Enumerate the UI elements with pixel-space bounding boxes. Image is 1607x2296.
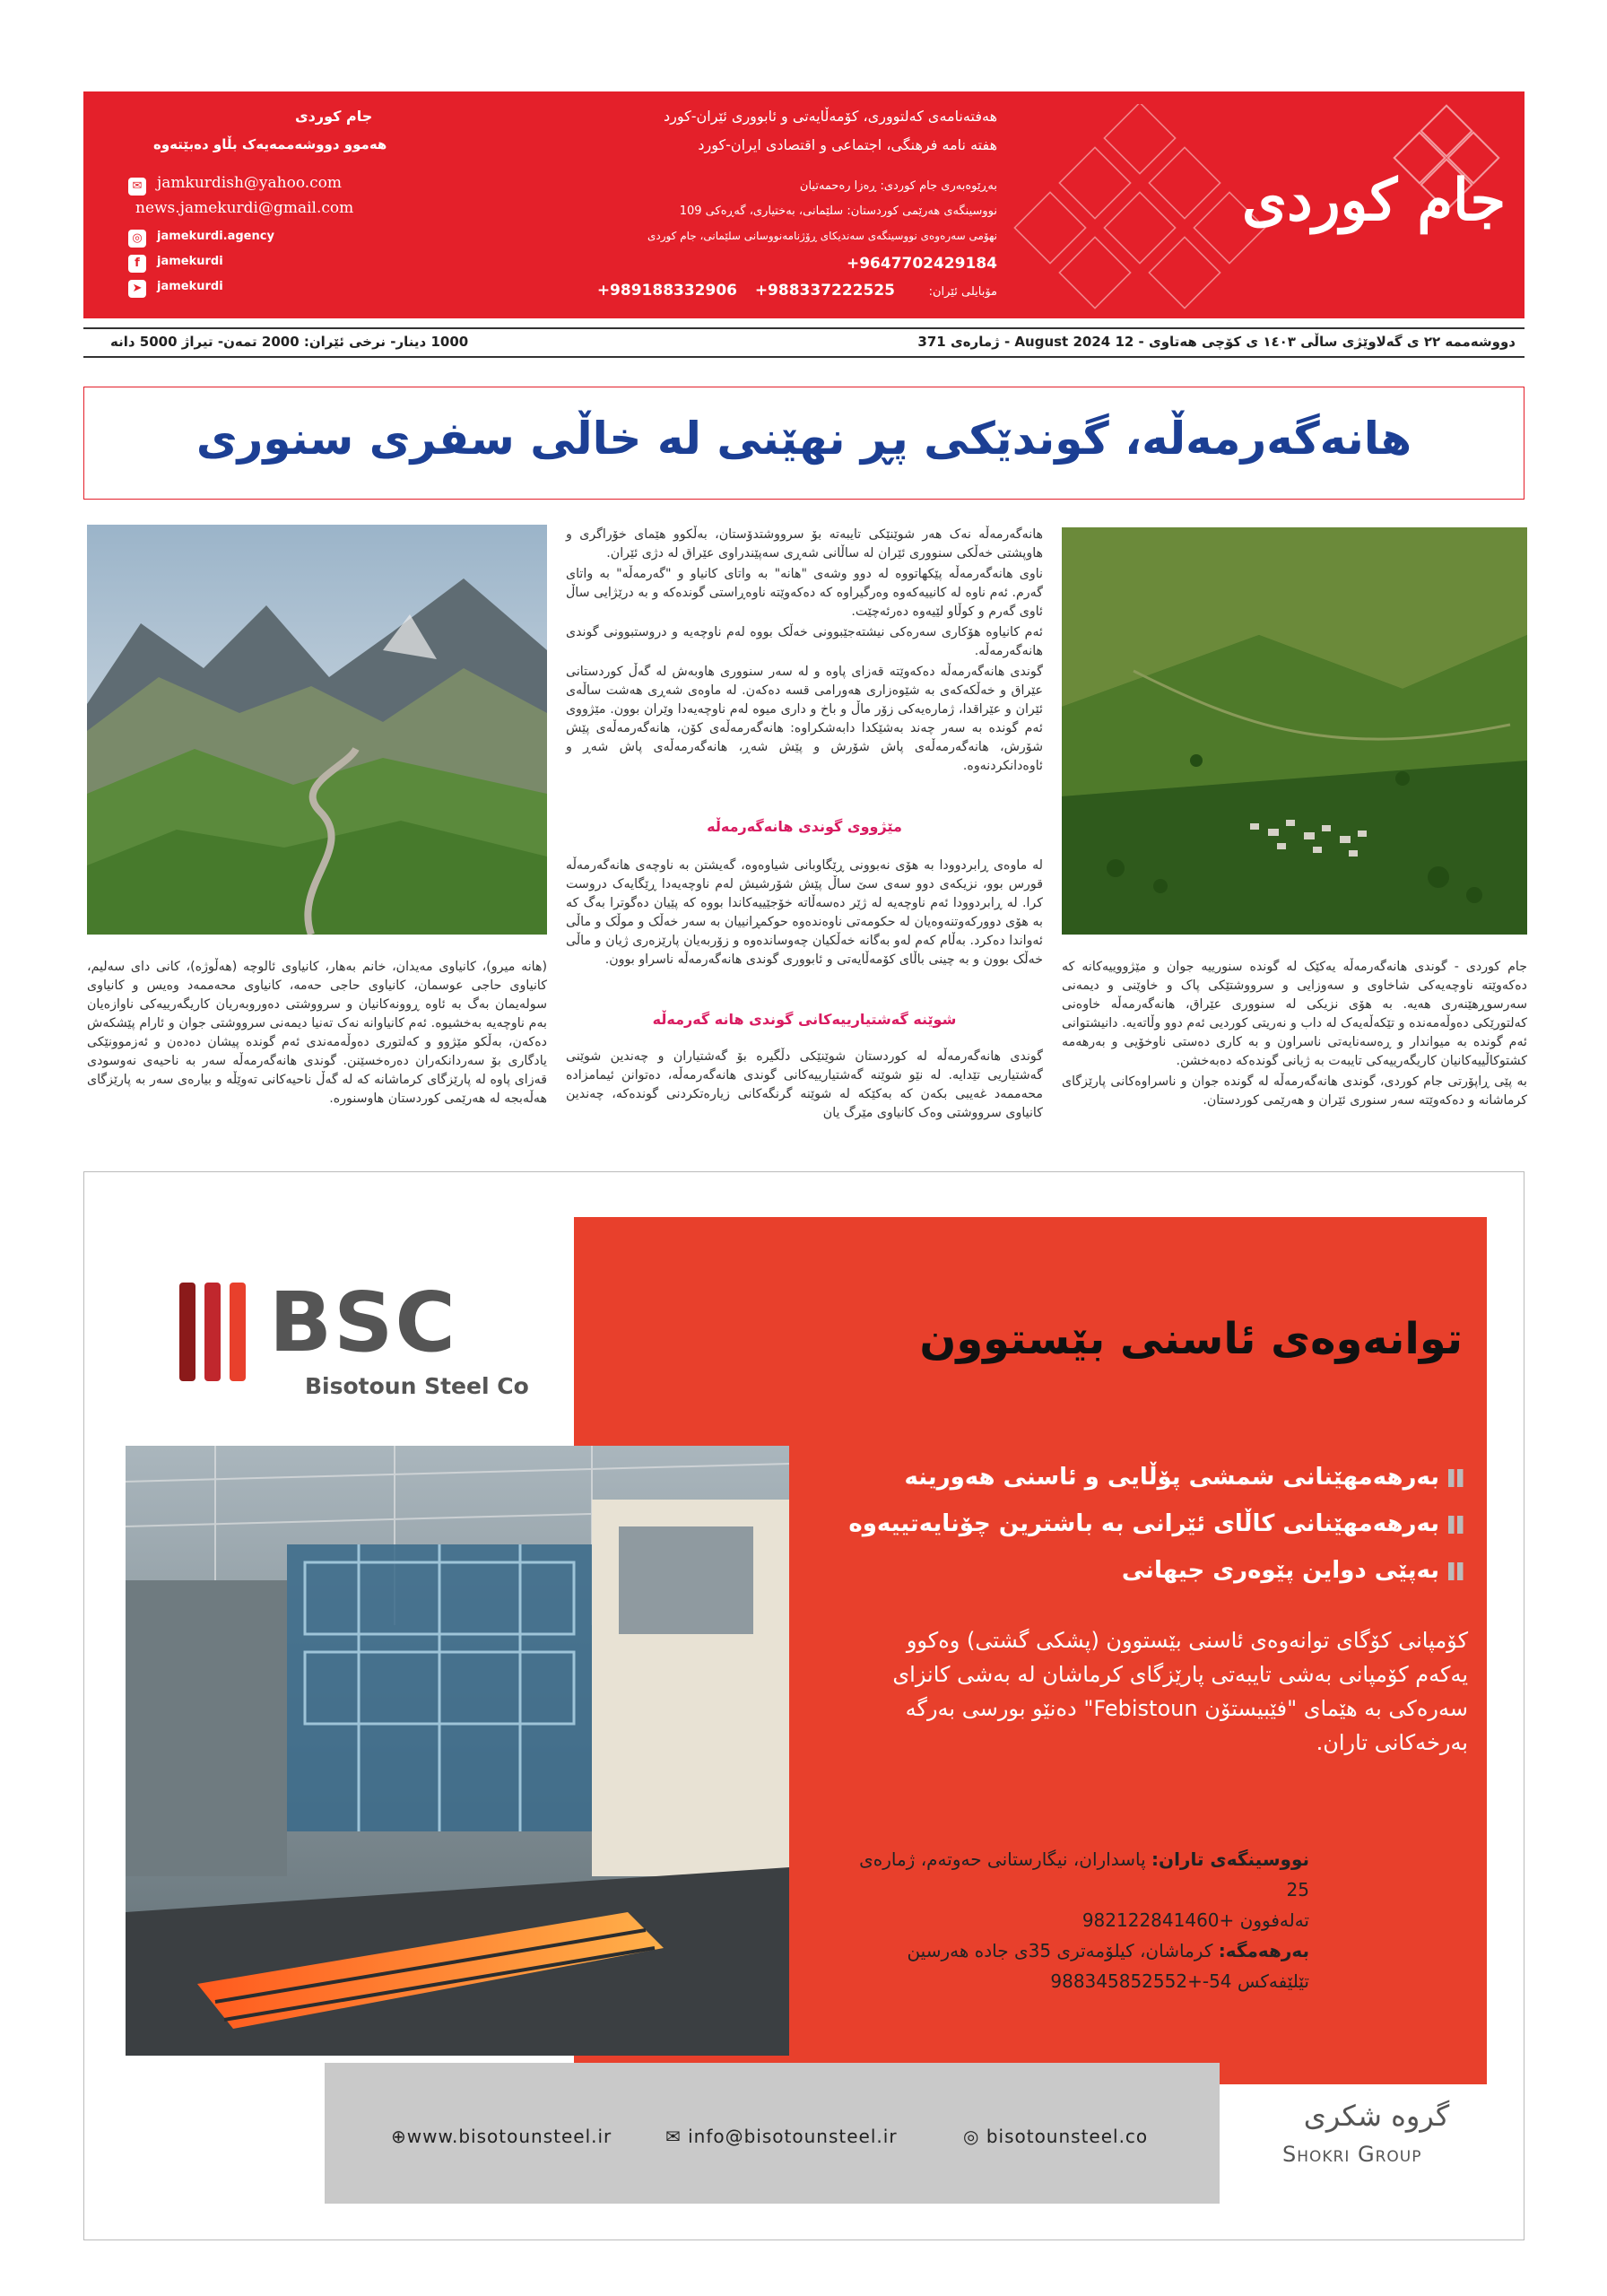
masthead	[83, 91, 1524, 318]
bsc-brand-short: BSC	[269, 1274, 457, 1370]
photo-valley-road	[87, 525, 547, 935]
instagram-link[interactable]	[963, 2126, 1148, 2147]
ad-bullet	[1122, 1557, 1468, 1584]
bsc-brand-full: Bisotoun Steel Co	[305, 1373, 529, 1399]
instagram-icon: ◎	[128, 230, 146, 248]
paragraph: ناوی هانەگەرمەڵە پێکهاتووە لە دوو وشەی "هانە" بە واتای کانیاو و "گەرمەڵە" بە واتای گەرم. ئەم ناوە لە کانییەکەوە وەرگیراوە کە دەکەوێتە ناوەڕاستی گوندەکە و بە درێژایی ساڵ ئاوی گەرم و کوڵاو لێیەوە دەرئەچێت.	[566, 567, 1043, 619]
ad-bullet-text: بەرهەمهێنانی کاڵای ئێرانی بە باشترین چۆنایەتییەوە	[848, 1510, 1439, 1537]
paragraph: هانەگەرمەڵە نەک هەر شوێنێکی تایبەتە بۆ سرووشتدۆستان، بەڵکوو هێمای خۆراگری و هاوپشتی خەڵکی سنووری ئێران لە ساڵانی شەڕی سەپێندراوی عێراق لە دژی ئێران.	[566, 527, 1043, 561]
email-text: info@bisotounsteel.ir	[688, 2126, 898, 2147]
factory-label: بەرهەمگە:	[1218, 1940, 1309, 1961]
bsc-logo-mark	[179, 1283, 260, 1381]
web-text: www.bisotounsteel.ir	[406, 2126, 612, 2147]
logo-text: جام کوردی	[1242, 167, 1506, 234]
instagram-handle[interactable]: jamekurdi.agency	[157, 230, 274, 243]
headline: هانەگەرمەڵە، گوندێکی پڕ نهێنی لە خاڵی سفری سنوری	[195, 413, 1412, 465]
ad-bullet	[848, 1510, 1468, 1537]
headline-box	[83, 387, 1524, 500]
ad-bullet-text: بەپێی دواین پێوەری جیهانی	[1121, 1557, 1439, 1584]
mobile-label: مۆبایلی ئێران:	[928, 285, 997, 299]
issue-price: 1000 دینار- نرخی ئێران: 2000 تمەن- تیراژ 5000 دانە	[110, 334, 469, 350]
publication-line-fa: هفته نامه فرهنگی، اجتماعی و اقتصادی ایران-کورد	[698, 136, 997, 153]
office-row	[843, 1844, 1309, 1905]
bullet-bars-icon	[1448, 1562, 1468, 1580]
ad-bullet	[904, 1464, 1468, 1491]
email-2[interactable]: news.jamekurdi@gmail.com	[135, 199, 354, 217]
paragraph: جام کوردی - گوندی هانەگەرمەڵە یەکێک لە گوندە سنورییە جوان و مێژووییەکانە کە دەکەوێتە ناوچەیەکی شاخاوی و سەوزایی و سرووشتێکی پاک و خاوێنی و دیمەنی سەرسوڕهێنەری هەیە. بە هۆی نزیکی لە سنووری عێراق، هانەگەرمەڵە خاوەنی کەلتورێکی دەوڵەمەندە و تێکەڵەیەک لە داب و نەریتی کوردیی ئەم دوو وڵاتەیە. دانیشتوانی ئەم گوندە بە میواندار و ڕەسەنایەتی ناسراون و بە کاری دەستی ناوخۆیی و بەرهەمە کشتوکاڵییەکانیان کاریگەرییەکی تایبەت بە ژیانی گوندەکە دەبەخشن.	[1062, 960, 1527, 1068]
paragraph: (هانە میرو)، کانیاوی مەیدان، خانم بەهار، کانیاوی ئالوچە (هەڵوژە)، کانی دای سەلیم، کانیاوی حاجی عوسمان، کانیاوی حاجی حەمە، کانیاوی محەممەد وەیس و کانیاوی سولەیمان بەگ بە ئاوە ڕوونەکانیان و سرووشتی دەوروبەریان کاریگەرییەکی ناوازەیان بەم ناوچەیە بەخشیوە. ئەم کانیاوانە نەک تەنیا دیمەنی سرووشتی جوان و ئارام پێشکەش دەکەن، بەڵکو مێژوو و کەلتوری دەوڵەمەندی ئەم گوندە پیشان دەدەن و ئەزموونێکی یادگاری بۆ سەردانکەران دەرەخسێنن. گوندی هانەگەرمەڵە سەر بە ناحیەی نەوسودی قەزای پاوە لە پارێزگای کرماشانە کە لە گەڵ ناحیەکانی تەوێڵە و بیارەی سەر بە پارێزگای هەڵەبجە لە هەرێمی کوردستان هاوسنورە.	[87, 960, 547, 1106]
phone-iraq: +9647702429184	[846, 255, 997, 273]
paper-tagline: هەموو دووشەممەیەک بڵاو دەبێتەوە	[153, 136, 387, 152]
decorative-pattern	[998, 104, 1303, 310]
group-name-fa: گروه شکری	[1303, 2099, 1450, 2133]
instagram-text: bisotounsteel.co	[986, 2126, 1149, 2147]
email-link[interactable]	[665, 2126, 898, 2147]
telegram-icon: ➤	[128, 280, 146, 298]
phone-iran-1: +989188332906	[596, 282, 737, 300]
ad-contact-block	[843, 1844, 1309, 1996]
article-column-right	[1062, 958, 1527, 1112]
article-column-left	[87, 958, 547, 1110]
group-name-en: Shokri Group	[1282, 2142, 1422, 2167]
office-line: نووسینگەی هەرێمی کوردستان: سلێمانی، بەختیاری، گەڕەکی 109	[679, 204, 997, 218]
paragraph: لە ماوەی ڕابردوودا بە هۆی نەبوونی ڕێگاوبانی شیاوەوە، گەیشتن بە ناوچەی هانەگەرمەڵە قورس بوو، نزیکەی دوو سەی سێ ساڵ پێش شۆرشیش لەم ناوچەیەدا ڕێگایەک دروست کرا. لە ڕابردوودا ئەم ناوچەیە لە ژێر دەسەڵاتە خۆجێییەکاندا بووە کە پێیان دەگوترا بەگ کە بە هۆی دوورکەوتنەوەیان لە حکومەتی ناوەندەوە حوکمڕانییان بە سەر خەڵک و موڵک و ماڵی ئەواندا دەکرد. بەڵام کەم لەو بەگانە خەڵکیان چەوساندەوە و زۆربەیان پارێزەری ژیان و ماڵی خەڵک بوون و بە چینی باڵای کۆمەڵایەتی و ئابووری گوندی هانەگەرمەڵە ناسراو بوون.	[566, 858, 1043, 967]
subhead-places: شوێنە گەشتیارییەکانی گوندی هانە گەرمەڵە	[652, 1011, 957, 1028]
telegram-handle[interactable]: jamekurdi	[157, 280, 223, 293]
mail-icon: ✉	[128, 178, 146, 196]
issue-bar	[83, 327, 1524, 358]
phone-iran-2: +988337222525	[754, 282, 895, 300]
ad-title: توانەوەی ئاسنی بێستوون	[919, 1314, 1463, 1364]
facebook-icon: f	[128, 255, 146, 273]
paragraph: بە پێی ڕاپۆرتی جام کوردی، گوندی هانەگەرمەڵە لە گوندە جوان و ناسراوەکانی پارێزگای کرماشانە و دەکەوێتە سەر سنوری ئێران و هەرێمی کوردستان.	[1062, 1074, 1527, 1108]
photo-steel-factory	[126, 1446, 789, 2056]
bsc-logo	[179, 1274, 529, 1413]
ad-bullet-text: بەرهەمهێنانی شمشی پۆڵایی و ئاسنی هەورینە	[904, 1464, 1439, 1491]
instagram-icon: ◎	[963, 2126, 986, 2147]
article-places-text	[566, 1048, 1043, 1125]
photo-village	[1062, 527, 1527, 935]
address-line: نهۆمی سەرەوەی نووسینگەی سەندیکای ڕۆژنامەنووسانی سلێمانی، جام کوردی	[647, 230, 997, 242]
paragraph: گوندی هانەگەرمەڵە دەکەوێتە قەزای پاوە و لە سەر سنووری هاوبەش لە گەڵ کوردستانی عێراق و خەڵکەکەی بە شێوەزاری هەورامی قسە دەکەن. لە ماوەی شەڕی هەشت ساڵەی ئێران و عێراقدا، ژمارەیەکی زۆر ماڵ و باخ و داری میوە لەم ناوچەیەدا وێران بوون. مێژووی ئەم گوندە بە سەر چەند بەشێکدا دابەشکراوە: هانەگەرمەڵەی کۆن، هانەگەرمەڵەی پێش شۆرش، هانەگەرمەڵەی پاش شۆرش و پێش شەڕ، هانەگەرمەڵەی پاش شەڕ و ئاوەدانکردنەوە.	[566, 665, 1043, 773]
bullet-bars-icon	[1448, 1469, 1468, 1487]
issue-date: دووشەممە ٢٢ ی گەلاوێژی ساڵی ١٤٠٣ ی کۆچی هەتاوی - 12 August 2024 - ژمارەی 371	[917, 334, 1516, 350]
paragraph: ئەم کانیاوە هۆکاری سەرەکی نیشتەجێبوونی خەڵک بووە لەم ناوچەیە و دروستبوونی گوندی هانەگەرمەڵە.	[566, 625, 1043, 658]
office-label: نووسینگەی تاران:	[1151, 1848, 1309, 1870]
facebook-handle[interactable]: jamekurdi	[157, 255, 223, 268]
office-phone: تەلەفوون +982122841460	[1081, 1909, 1309, 1931]
paper-name: جام کوردی	[295, 108, 373, 125]
factory-fax: تێلێفەکس 54-+988345852552	[1050, 1970, 1309, 1992]
ad-description: کۆمپانی کۆگای توانەوەی ئاسنی بێستوون (پشکی گشتی) وەکوو یەکەم کۆمپانی بەشی تایبەتی پارێزگای کرماشان لە بەشی کانزای سەرەکی بە هێمای "فێبیستۆن Febistoun" دەنێو بورسی بەرگە بەرخەکانی تاران.	[892, 1628, 1468, 1755]
email-1[interactable]: jamkurdish@yahoo.com	[157, 174, 343, 192]
bullet-bars-icon	[1448, 1516, 1468, 1534]
shokri-group-logo	[1273, 2099, 1480, 2179]
globe-icon: ⊕	[391, 2126, 407, 2147]
subhead-history: مێژووی گوندی هانەگەرمەڵە	[707, 818, 902, 835]
editor-line: بەڕێوەبەری جام کوردی: ڕەزا رەحمەتیان	[799, 179, 997, 193]
publication-line-ku: هەفتەنامەی کەلتووری، کۆمەڵایەتی و ئابووری ئێران-کورد	[664, 108, 997, 125]
article-column-middle	[566, 526, 1043, 778]
article-history-text	[566, 857, 1043, 971]
logo	[1242, 97, 1518, 312]
factory-row	[843, 1935, 1309, 1966]
factory-address: کرماشان، کیلۆمەتری 35ی جادە هەرسین	[907, 1940, 1213, 1961]
office-address: پاسداران، نیگارستانی حەوتەم، ژمارەی 25	[859, 1848, 1309, 1900]
web-link[interactable]	[391, 2126, 612, 2147]
envelope-icon: ✉	[665, 2126, 689, 2147]
paragraph: گوندی هانەگەرمەڵە لە کوردستان شوێنێکی دڵگیرە بۆ گەشتیاران و چەندین شوێنی گەشتیاریی تێدایە. لە نێو شوێنە گەشتیارییەکانی گوندی هانەگەرمەڵە، دەتوانن ئیمامزادە محەممەد غەیبی بکەن کە بەکێکە لە شوێنە گرنگەکانی زیارەتکردنی گوندەکە، چەندین کانیاوی سرووشتی وەک کانیاوی مێرگ یان	[566, 1049, 1043, 1120]
